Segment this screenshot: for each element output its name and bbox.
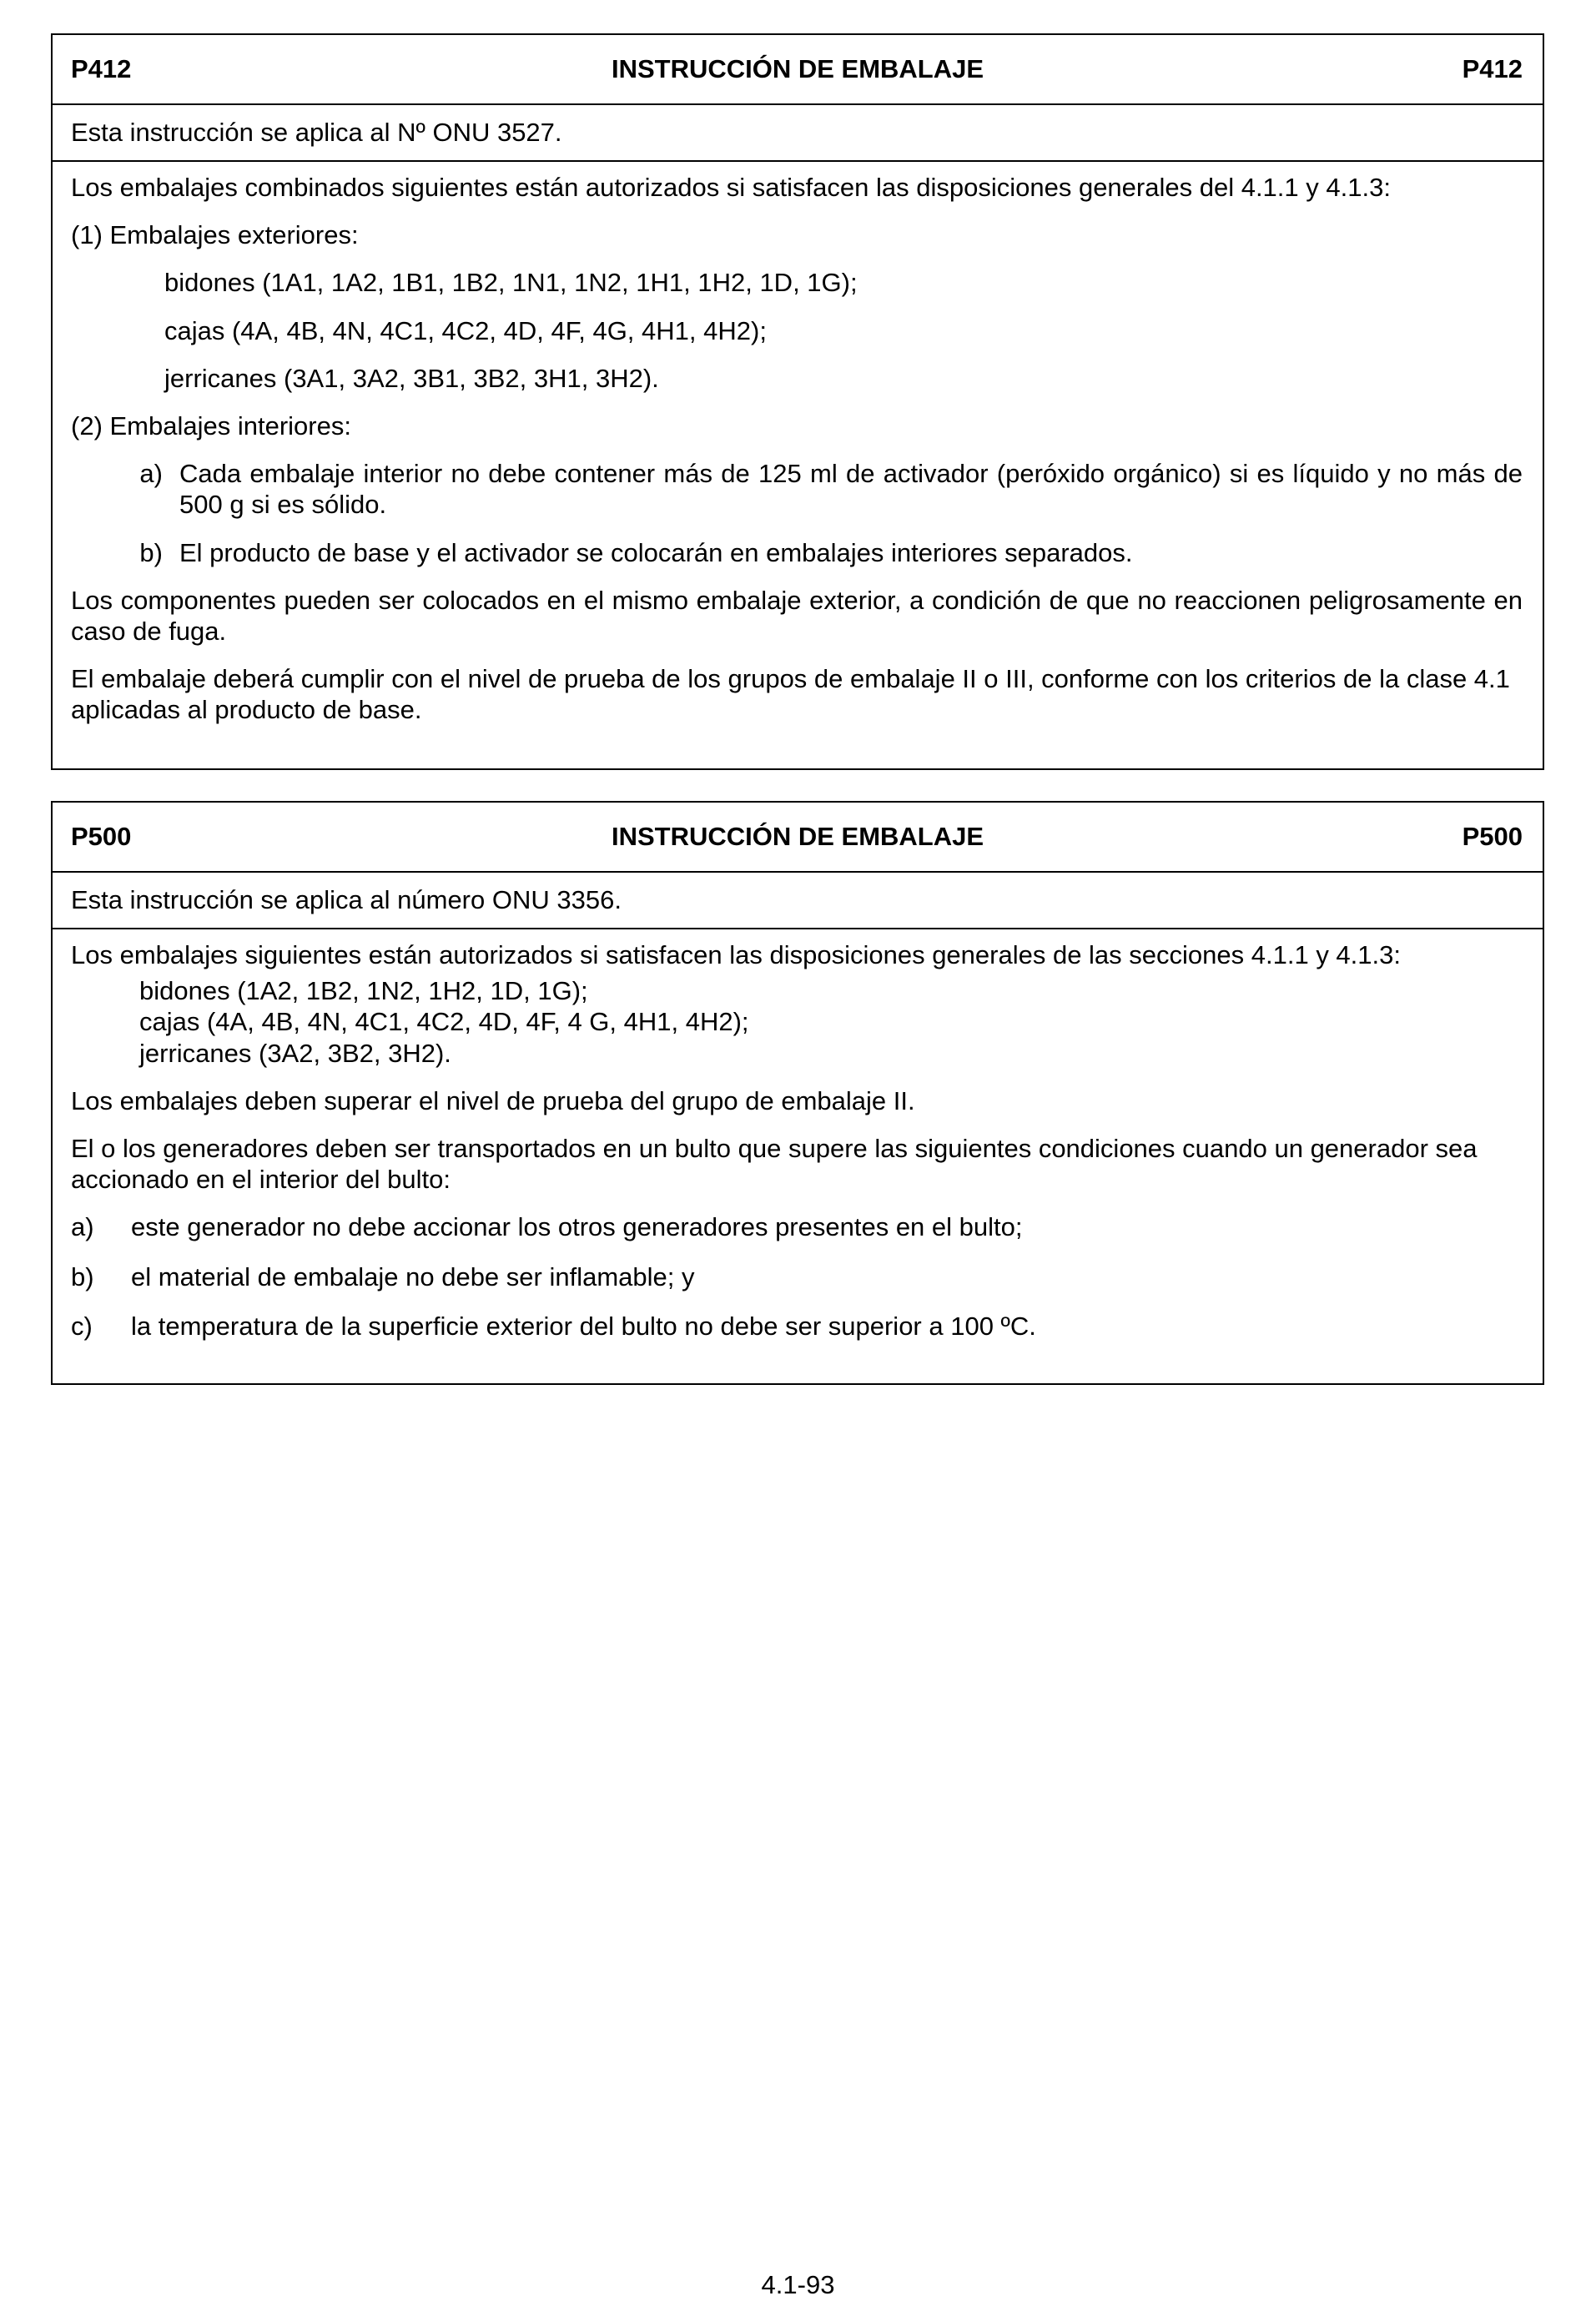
p412-outer-item: cajas (4A, 4B, 4N, 4C1, 4C2, 4D, 4F, 4G, 4H1, 4H2);	[164, 315, 767, 345]
p412-components: Los componentes pueden ser colocados en el mismo embalaje exterior, a condición de que no reaccionen peligrosamente en caso de fuga.	[71, 585, 1523, 646]
p412-code-right: P412	[1462, 54, 1523, 84]
p500-title: INSTRUCCIÓN DE EMBALAJE	[611, 822, 984, 852]
p412-outer-heading: (1) Embalajes exteriores:	[71, 220, 359, 250]
p500-intro: Los embalajes siguientes están autorizados si satisfacen las disposiciones generales de las secciones 4.1.1 y 4.1.3:	[71, 940, 1401, 969]
p500-applies	[53, 873, 1543, 929]
p412-code-left: P412	[71, 54, 132, 84]
p412-test-level: El embalaje deberá cumplir con el nivel de prueba de los grupos de embalaje II o III, conforme con los criterios de la clase 4.1 aplicadas al producto de base.	[71, 664, 1510, 725]
p500-code-right: P500	[1462, 822, 1523, 852]
p500-generators: El o los generadores deben ser transportados en un bulto que supere las siguientes condiciones cuando un generador sea accionado en el interior del bulto:	[71, 1133, 1478, 1195]
p500-condition	[71, 1261, 1523, 1292]
item-text: Cada embalaje interior no debe contener más de 125 ml de activador (peróxido orgánico) si es líquido y no más de 500 g si es sólido.	[179, 459, 1523, 520]
item-label: b)	[139, 537, 163, 567]
p500-item: cajas (4A, 4B, 4N, 4C1, 4C2, 4D, 4F, 4 G, 4H1, 4H2);	[139, 1007, 749, 1037]
p412-outer-item: jerricanes (3A1, 3A2, 3B1, 3B2, 3H1, 3H2).	[164, 363, 659, 393]
p412-header	[53, 35, 1543, 105]
p500-code-left: P500	[71, 822, 132, 852]
packing-instruction-p500	[51, 801, 1544, 1385]
condition-text: el material de embalaje no debe ser inflamable; y	[131, 1261, 695, 1291]
p500-header	[53, 803, 1543, 873]
packing-instruction-p412	[51, 33, 1544, 770]
item-text: El producto de base y el activador se colocarán en embalajes interiores separados.	[179, 537, 1133, 567]
p412-inner-item	[71, 537, 1523, 568]
p412-body	[53, 162, 1543, 725]
p500-item: jerricanes (3A2, 3B2, 3H2).	[139, 1038, 451, 1068]
condition-label: b)	[71, 1261, 94, 1291]
condition-label: c)	[71, 1311, 93, 1341]
p500-condition	[71, 1211, 1523, 1242]
p500-item: bidones (1A2, 1B2, 1N2, 1H2, 1D, 1G);	[139, 976, 588, 1006]
p412-title: INSTRUCCIÓN DE EMBALAJE	[611, 54, 984, 84]
p412-inner-item	[71, 458, 1523, 520]
p500-applies-text: Esta instrucción se aplica al número ONU 3356.	[71, 885, 622, 915]
condition-text: este generador no debe accionar los otros generadores presentes en el bulto;	[131, 1212, 1023, 1242]
p412-applies-text: Esta instrucción se aplica al Nº ONU 3527.	[71, 118, 562, 148]
p500-condition	[71, 1311, 1523, 1342]
p412-inner-heading: (2) Embalajes interiores:	[71, 410, 351, 441]
condition-label: a)	[71, 1212, 94, 1242]
p412-outer-item: bidones (1A1, 1A2, 1B1, 1B2, 1N1, 1N2, 1H1, 1H2, 1D, 1G);	[164, 268, 858, 298]
p412-applies	[53, 105, 1543, 162]
item-label: a)	[139, 459, 163, 489]
condition-text: la temperatura de la superficie exterior del bulto no debe ser superior a 100 ºC.	[131, 1311, 1036, 1341]
p500-test-level: Los embalajes deben superar el nivel de prueba del grupo de embalaje II.	[71, 1085, 915, 1115]
p412-intro: Los embalajes combinados siguientes están autorizados si satisfacen las disposiciones generales del 4.1.1 y 4.1.3:	[71, 173, 1391, 202]
page-number: 4.1-93	[761, 2270, 835, 2299]
p500-body	[53, 929, 1543, 1342]
